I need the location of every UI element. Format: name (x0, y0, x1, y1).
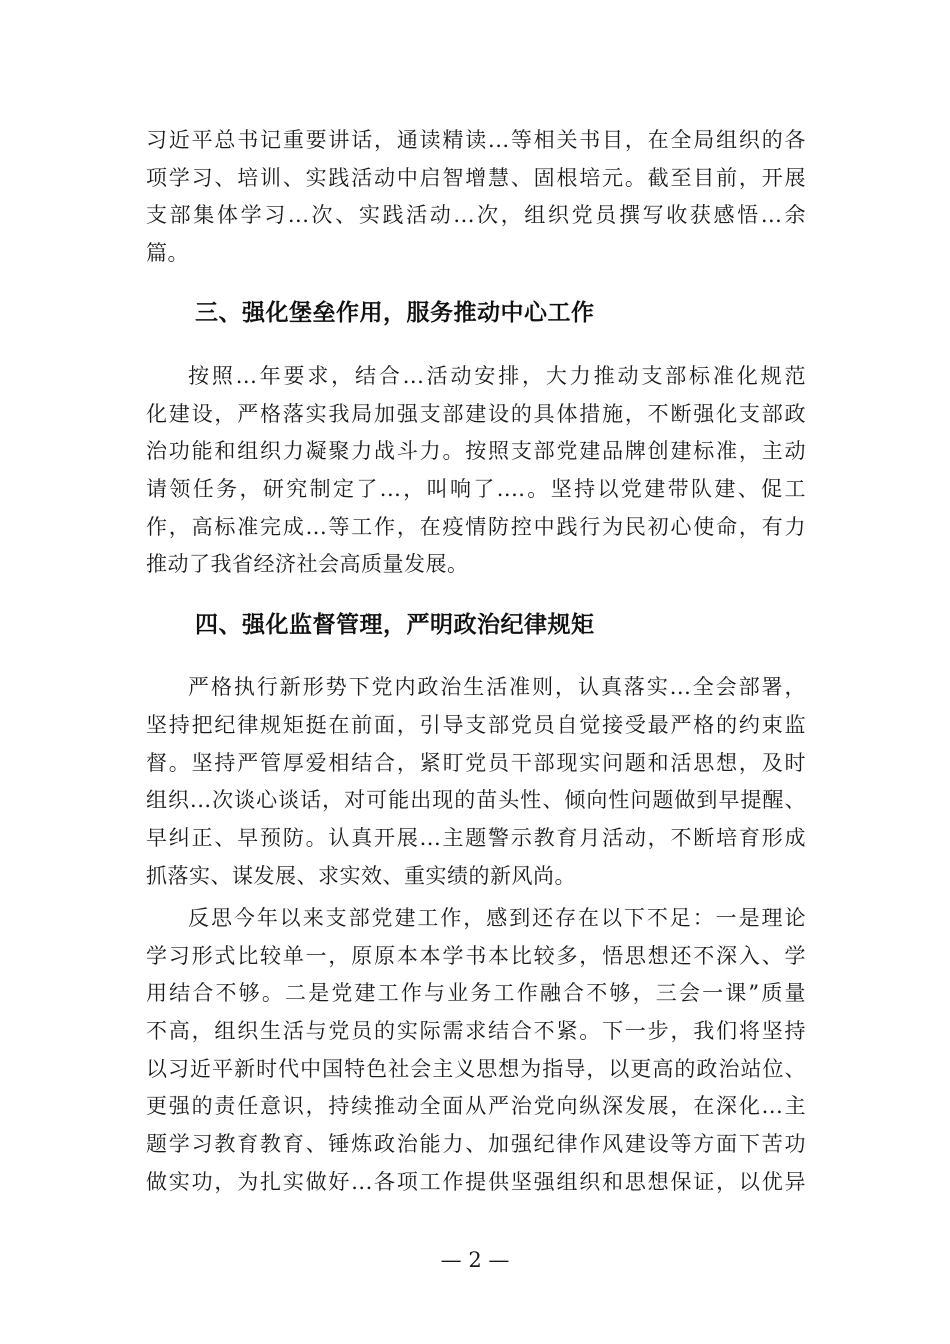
body-text-line: 坚持把纪律规矩挺在前面，引导支部党员自觉接受最严格的约束监 (146, 713, 806, 737)
section-heading-4: 四、强化监督管理，严明政治纪律规矩 (195, 612, 595, 638)
body-text-line: 反思今年以来支部党建工作，感到还存在以下不足：一是理论 (188, 906, 806, 930)
body-text-line: 化建设，严格落实我局加强支部建设的具体措施，不断强化支部政 (146, 402, 806, 426)
body-text-line: 抓落实、谋发展、求实效、重实绩的新风尚。 (146, 864, 576, 888)
body-text-line: 按照...年要求，结合...活动安排，大力推动支部标准化规范 (188, 364, 806, 388)
body-text-line: 支部集体学习...次、实践活动...次，组织党员撰写收获感悟...余 (146, 203, 806, 227)
body-text-line: 组织...次谈心谈话，对可能出现的苗头性、倾向性问题做到早提醒、 (146, 788, 806, 812)
body-text-line: 项学习、培训、实践活动中启智增慧、固根培元。截至目前，开展 (146, 166, 806, 190)
body-text-line: 学习形式比较单一，原原本本学书本比较多，悟思想还不深入、学 (146, 944, 806, 968)
body-text-line: 作，高标准完成...等工作，在疫情防控中践行为民初心使命，有力 (146, 515, 806, 539)
body-text-line: 早纠正、早预防。认真开展...主题警示教育月活动，不断培育形成 (146, 826, 806, 850)
body-text-line: 治功能和组织力凝聚力战斗力。按照支部党建品牌创建标准，主动 (146, 439, 806, 463)
body-text-line: 篇。 (146, 241, 189, 265)
body-text-line: 习近平总书记重要讲话，通读精读...等相关书目，在全局组织的各 (146, 128, 806, 152)
body-text-line: 推动了我省经济社会高质量发展。 (146, 552, 469, 576)
body-text-line: 请领任务，研究制定了...，叫响了....。坚持以党建带队建、促工 (146, 477, 806, 501)
body-text-line: 不高，组织生活与党员的实际需求结合不紧。下一步，我们将坚持 (146, 1019, 806, 1043)
body-text-line: 做实功，为扎实做好...各项工作提供坚强组织和思想保证，以优异 (146, 1170, 806, 1194)
body-text-line: 更强的责任意识，持续推动全面从严治党向纵深发展，在深化...主 (146, 1094, 806, 1118)
body-text-line: 督。坚持严管厚爱相结合，紧盯党员干部现实问题和活思想，及时 (146, 751, 806, 775)
body-text-line: 严格执行新形势下党内政治生活准则，认真落实...全会部署， (188, 675, 806, 699)
body-text-line: 用结合不够。二是党建工作与业务工作融合不够，三会一课”质量 (146, 981, 806, 1005)
body-text-line: 题学习教育教育、锤炼政治能力、加强纪律作风建设等方面下苦功 (146, 1132, 806, 1156)
body-text-line: 以习近平新时代中国特色社会主义思想为指导，以更高的政治站位、 (146, 1057, 806, 1081)
section-heading-3: 三、强化堡垒作用，服务推动中心工作 (195, 300, 595, 326)
page-number: — 2 — (440, 1248, 510, 1272)
